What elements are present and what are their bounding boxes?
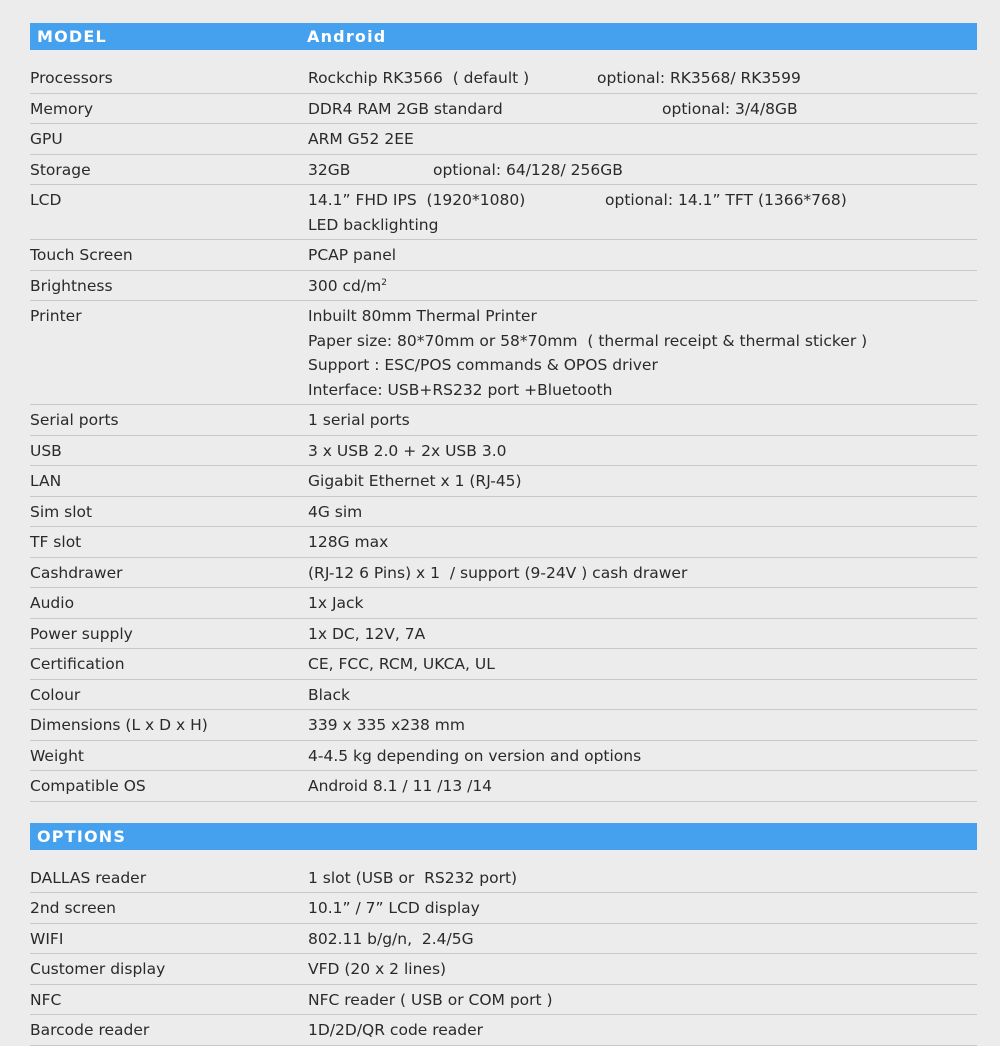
spec-label: Brightness — [30, 276, 113, 295]
spec-label: Processors — [30, 69, 113, 87]
spec-value: Rockchip RK3566 ( default ) — [308, 69, 530, 87]
spec-value: 1x DC, 12V, 7A — [308, 624, 426, 643]
spec-sheet — [30, 23, 977, 1046]
spec-label: USB — [30, 441, 62, 460]
spec-label: TF slot — [30, 533, 82, 551]
spec-values — [308, 469, 977, 494]
spec-value: 339 x 335 x238 mm — [308, 716, 466, 734]
spec-row — [30, 240, 977, 271]
spec-values — [308, 622, 977, 647]
spec-label: Serial ports — [30, 411, 119, 429]
spec-value-extra: LED backlighting — [308, 215, 439, 234]
spec-value: 4-4.5 kg depending on version and options — [308, 746, 642, 765]
spec-values — [308, 274, 977, 299]
spec-row — [30, 527, 977, 558]
model-spec-table — [30, 63, 977, 802]
options-header-label: OPTIONS — [37, 826, 127, 846]
spec-row — [30, 185, 977, 240]
spec-values — [308, 158, 977, 183]
spec-label: Storage — [30, 160, 91, 179]
spec-row — [30, 649, 977, 680]
spec-value: PCAP panel — [308, 246, 397, 264]
spec-label: Memory — [30, 99, 94, 118]
spec-values — [308, 561, 977, 586]
spec-value: 4G sim — [308, 502, 363, 521]
spec-values — [308, 408, 977, 433]
spec-value: 3 x USB 2.0 + 2x USB 3.0 — [308, 441, 507, 460]
option-row — [30, 954, 977, 985]
option-values — [308, 927, 977, 952]
spec-row — [30, 741, 977, 772]
spec-label: Certification — [30, 655, 125, 673]
spec-values — [308, 304, 977, 402]
option-label: 2nd screen — [30, 899, 116, 917]
spec-optional: optional: 14.1” TFT (1366*768) — [605, 191, 847, 209]
option-values — [308, 896, 977, 921]
option-values — [308, 1018, 977, 1043]
spec-values — [308, 243, 977, 268]
spec-values — [308, 713, 977, 738]
spec-row — [30, 124, 977, 155]
spec-label: Touch Screen — [30, 246, 133, 264]
spec-label: Sim slot — [30, 502, 93, 521]
spec-values — [308, 127, 977, 152]
spec-row — [30, 466, 977, 497]
spec-value: 300 cd/m — [308, 276, 382, 295]
spec-label: Compatible OS — [30, 777, 146, 795]
option-value: NFC reader ( USB or COM port ) — [308, 990, 553, 1009]
spec-value: Inbuilt 80mm Thermal Printer — [308, 307, 537, 325]
spec-optional: optional: RK3568/ RK3599 — [597, 69, 801, 87]
spec-label: Colour — [30, 685, 81, 704]
spec-row — [30, 588, 977, 619]
option-label: NFC — [30, 990, 62, 1009]
option-value: 1 slot (USB or RS232 port) — [308, 868, 518, 887]
spec-values — [308, 652, 977, 677]
spec-row — [30, 710, 977, 741]
option-values — [308, 988, 977, 1013]
spec-value-superscript: 2 — [381, 277, 387, 288]
model-header-value: Android — [307, 27, 387, 46]
spec-value: CE, FCC, RCM, UKCA, UL — [308, 655, 495, 673]
spec-label: Printer — [30, 307, 82, 325]
spec-row — [30, 497, 977, 528]
spec-value: 1x Jack — [308, 594, 364, 612]
spec-optional: optional: 64/128/ 256GB — [433, 160, 623, 179]
spec-row — [30, 405, 977, 436]
option-values — [308, 957, 977, 982]
spec-value: (RJ-12 6 Pins) x 1 / support (9-24V ) cash drawer — [308, 563, 688, 582]
spec-values — [308, 744, 977, 769]
options-spec-table — [30, 863, 977, 1046]
spec-values — [308, 188, 977, 237]
spec-row — [30, 558, 977, 589]
spec-row — [30, 155, 977, 186]
spec-values — [308, 97, 977, 122]
options-section-header — [30, 823, 977, 850]
spec-values — [308, 439, 977, 464]
spec-values — [308, 591, 977, 616]
option-row — [30, 985, 977, 1016]
spec-row — [30, 94, 977, 125]
spec-values — [308, 500, 977, 525]
option-row — [30, 893, 977, 924]
spec-row — [30, 63, 977, 94]
spec-label: Cashdrawer — [30, 563, 123, 582]
spec-row — [30, 301, 977, 405]
spec-values — [308, 66, 977, 91]
spec-value-extra: Paper size: 80*70mm or 58*70mm ( thermal receipt & thermal sticker ) — [308, 331, 868, 350]
spec-value: 1 serial ports — [308, 411, 410, 429]
option-label: DALLAS reader — [30, 868, 147, 887]
spec-row — [30, 271, 977, 302]
spec-values — [308, 530, 977, 555]
option-value: 802.11 b/g/n, 2.4/5G — [308, 929, 474, 948]
spec-values — [308, 774, 977, 799]
spec-label: Dimensions (L x D x H) — [30, 716, 208, 734]
option-value: VFD (20 x 2 lines) — [308, 960, 447, 978]
spec-row — [30, 436, 977, 467]
spec-value: 128G max — [308, 533, 389, 551]
spec-row — [30, 771, 977, 802]
option-label: Customer display — [30, 960, 166, 978]
spec-label: Weight — [30, 746, 85, 765]
spec-label: Power supply — [30, 624, 133, 643]
spec-values — [308, 683, 977, 708]
option-value: 1D/2D/QR code reader — [308, 1021, 484, 1039]
spec-value: ARM G52 2EE — [308, 130, 414, 148]
option-value: 10.1” / 7” LCD display — [308, 899, 480, 917]
spec-value: Black — [308, 685, 350, 704]
spec-value-extra: Support : ESC/POS commands & OPOS driver — [308, 356, 658, 374]
spec-value: Android 8.1 / 11 /13 /14 — [308, 777, 493, 795]
spec-value: Gigabit Ethernet x 1 (RJ-45) — [308, 472, 522, 490]
model-section-header — [30, 23, 977, 50]
spec-label: GPU — [30, 130, 63, 148]
option-row — [30, 924, 977, 955]
spec-label: LCD — [30, 191, 62, 209]
option-label: WIFI — [30, 929, 64, 948]
spec-value: 32GB — [308, 160, 351, 179]
spec-row — [30, 619, 977, 650]
spec-optional: optional: 3/4/8GB — [662, 99, 798, 118]
spec-value: 14.1” FHD IPS (1920*1080) — [308, 191, 526, 209]
model-header-label: MODEL — [37, 27, 107, 46]
spec-value-extra: Interface: USB+RS232 port +Bluetooth — [308, 380, 613, 399]
option-values — [308, 866, 977, 891]
spec-row — [30, 680, 977, 711]
spec-value: DDR4 RAM 2GB standard — [308, 99, 503, 118]
option-label: Barcode reader — [30, 1021, 150, 1039]
option-row — [30, 863, 977, 894]
spec-label: LAN — [30, 472, 62, 490]
spec-label: Audio — [30, 594, 75, 612]
